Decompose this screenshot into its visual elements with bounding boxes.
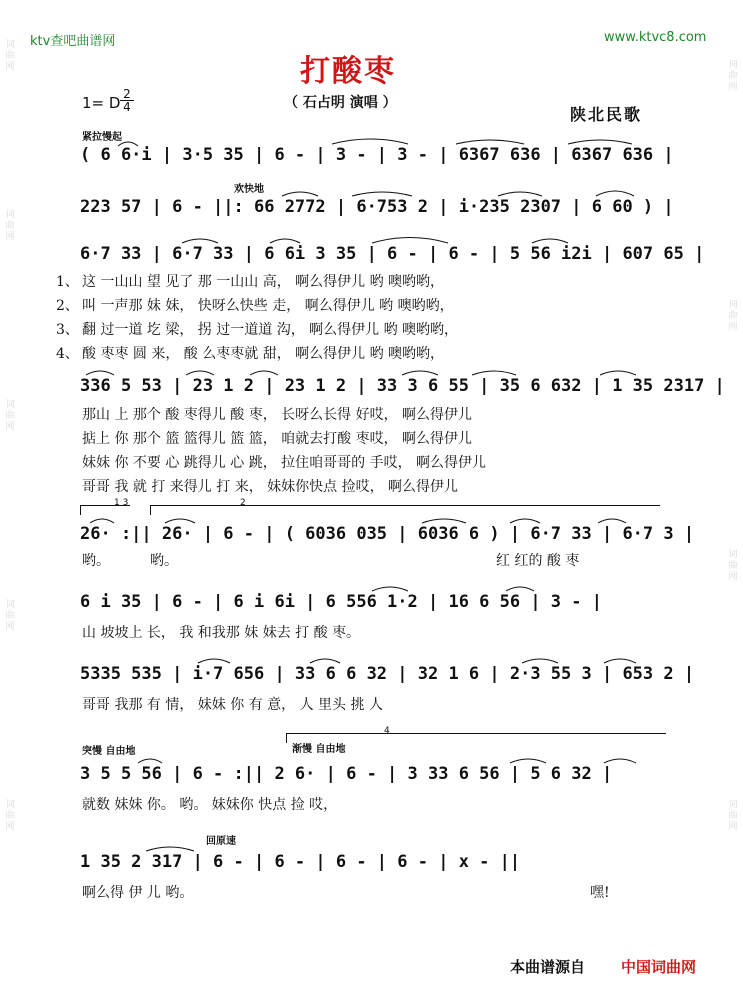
source-label: 本曲谱源自	[510, 958, 586, 976]
slur	[498, 192, 542, 196]
slur	[600, 371, 636, 375]
slur	[372, 587, 408, 591]
slur	[90, 519, 114, 523]
verse-lyric-block2: 那山 上 那个 酸 枣得儿 酸 枣， 长呀么长得 好哎， 啊么得伊儿	[82, 407, 473, 423]
slur	[182, 239, 218, 243]
lyric-s5-a: 哟。	[82, 553, 110, 569]
verse-lyric-block2: 哥哥 我 就 打 来得儿 打 来， 妹妹你快点 捡哎， 啊么得伊儿	[82, 479, 459, 495]
verse-lyric: 这 一山山 望 见了 那 一山山 高， 啊么得伊儿 哟 噢哟哟，	[82, 274, 445, 290]
lyric-s5-b: 哟。	[150, 553, 178, 569]
tempo-mark-slow-free-1: 突慢 自由地	[82, 746, 136, 757]
verse-number: 4、	[56, 346, 79, 362]
watermark-right-3: 词 曲 网	[728, 550, 738, 582]
time-signature: 2 4	[120, 88, 134, 113]
lyric-s7: 哥哥 我那 有 情， 妹妹 你 有 意， 人 里头 挑 人	[82, 697, 383, 713]
verse-lyric: 翻 过一道 圪 梁， 拐 过一道道 沟， 啊么得伊儿 哟 噢哟哟，	[82, 322, 459, 338]
site-label-right: www.ktvc8.com	[604, 30, 707, 45]
slur	[604, 659, 636, 663]
tempo-mark-intro: 紧拉慢起	[82, 132, 122, 143]
volta-label-2: 2	[240, 498, 246, 508]
notation-system-2: 223 57 | 6 - ||: 66 2772 | 6·753 2 | i·235 2307 | 6 60 ) |	[80, 197, 674, 217]
notation-system-9: 1 35 2 317 | 6 - | 6 - | 6 - | 6 - | x - ||	[80, 852, 521, 872]
watermark-left-2: 词 曲 网	[5, 210, 15, 242]
slur	[598, 519, 626, 523]
slur	[510, 519, 540, 523]
slur	[282, 192, 318, 196]
slur	[165, 519, 195, 523]
verse-number: 1、	[56, 274, 79, 290]
slur	[198, 659, 230, 663]
notation-system-6: 6 i 35 | 6 - | 6 i 6i | 6 556 1·2 | 16 6 56 | 3 - |	[80, 592, 602, 612]
slur	[186, 371, 214, 375]
verse-lyric-block2: 妹妹 你 不要 心 跳得儿 心 跳， 拉住咱哥哥的 手哎， 啊么得伊儿	[82, 455, 487, 471]
slur	[604, 759, 636, 763]
notation-system-4: 336 5 53 | 23 1 2 | 23 1 2 | 33 3 6 55 | 35 6 632 | 1 35 2317 |	[80, 376, 725, 396]
slur	[510, 759, 546, 763]
site-label-left: ktv查吧曲谱网	[30, 34, 116, 49]
lyric-s9-a: 啊么得 伊 儿 哟。	[82, 885, 194, 901]
slur	[532, 239, 568, 243]
slur	[86, 371, 114, 375]
volta-bracket-4	[286, 733, 666, 734]
singer-credit: （ 石占明 演唱 ）	[284, 95, 397, 111]
tempo-mark-slow-free-2: 渐慢 自由地	[292, 744, 346, 755]
genre-label: 陕北民歌	[570, 105, 643, 124]
volta-label-4: 4	[384, 726, 390, 736]
verse-number: 2、	[56, 298, 79, 314]
slur	[596, 191, 634, 196]
watermark-left-4: 词 曲 网	[5, 600, 15, 632]
slur	[146, 847, 194, 851]
slur	[352, 192, 412, 196]
slur	[332, 139, 408, 144]
lyric-s8: 就数 妹妹 你。 哟。 妹妹你 快点 捡 哎，	[82, 797, 338, 813]
volta-bracket-1-tick	[80, 505, 81, 515]
slur	[456, 140, 524, 144]
lyric-s6: 山 坡坡上 长， 我 和我那 妹 妹去 打 酸 枣。	[82, 625, 361, 641]
slur	[568, 140, 632, 144]
watermark-left-5: 词 曲 网	[5, 800, 15, 832]
watermark-right-4: 词 曲 网	[728, 800, 738, 832]
verse-lyric-block2: 掂上 你 那个 篮 篮得儿 篮 篮， 咱就去打酸 枣哎， 啊么得伊儿	[82, 431, 473, 447]
watermark-right-2: 词 曲 网	[728, 300, 738, 332]
slur	[138, 759, 162, 763]
verse-lyric: 叫 一声那 妹 妹， 快呀么快些 走， 啊么得伊儿 哟 噢哟哟，	[82, 298, 454, 314]
slur	[422, 519, 466, 523]
tempo-mark-return: 回原速	[206, 836, 236, 847]
song-title: 打酸枣	[300, 54, 396, 89]
slur	[250, 371, 278, 375]
slur	[402, 371, 438, 375]
volta-bracket-2	[150, 505, 660, 506]
verse-number: 3、	[56, 322, 79, 338]
verse-lyric: 酸 枣枣 圆 来， 酸 么枣枣就 甜， 啊么得伊儿 哟 噢哟哟，	[82, 346, 445, 362]
lyric-s9-b: 嘿!	[590, 885, 610, 901]
watermark-left-3: 词 曲 网	[5, 400, 15, 432]
volta-bracket-4-tick	[286, 733, 287, 743]
watermark-left-1: 词 曲 网	[5, 40, 15, 72]
notation-system-8: 3 5 5 56 | 6 - :|| 2 6· | 6 - | 3 33 6 56 | 5 6 32 |	[80, 764, 613, 784]
notation-system-3: 6·7 33 | 6·7 33 | 6 6i 3 35 | 6 - | 6 - | 5 56 i2i | 607 65 |	[80, 244, 705, 264]
key-signature: 1= D	[82, 94, 121, 112]
volta-bracket-2-tick	[150, 505, 151, 515]
source-site-link[interactable]: 中国词曲网	[621, 958, 697, 976]
slur	[310, 659, 340, 663]
slur	[506, 587, 534, 591]
tempo-mark-lively: 欢快地	[234, 184, 264, 195]
notation-system-7: 5335 535 | i·7 656 | 33 6 6 32 | 32 1 6 | 2·3 55 3 | 653 2 |	[80, 664, 695, 684]
slur	[472, 371, 516, 375]
watermark-right-1: 词 曲 网	[728, 60, 738, 92]
notation-system-1: ( 6 6·i | 3·5 35 | 6 - | 3 - | 3 - | 6367 636 | 6367 636 |	[80, 145, 674, 165]
slur	[372, 238, 448, 244]
lyric-s5-c: 红 红的 酸 枣	[496, 553, 580, 569]
volta-label-1: 1 3	[114, 498, 129, 508]
notation-system-5: 26· :|| 26· | 6 - | ( 6036 035 | 6036 6 ) | 6·7 33 | 6·7 3 |	[80, 524, 695, 544]
slur	[270, 239, 300, 243]
slur	[522, 659, 558, 663]
